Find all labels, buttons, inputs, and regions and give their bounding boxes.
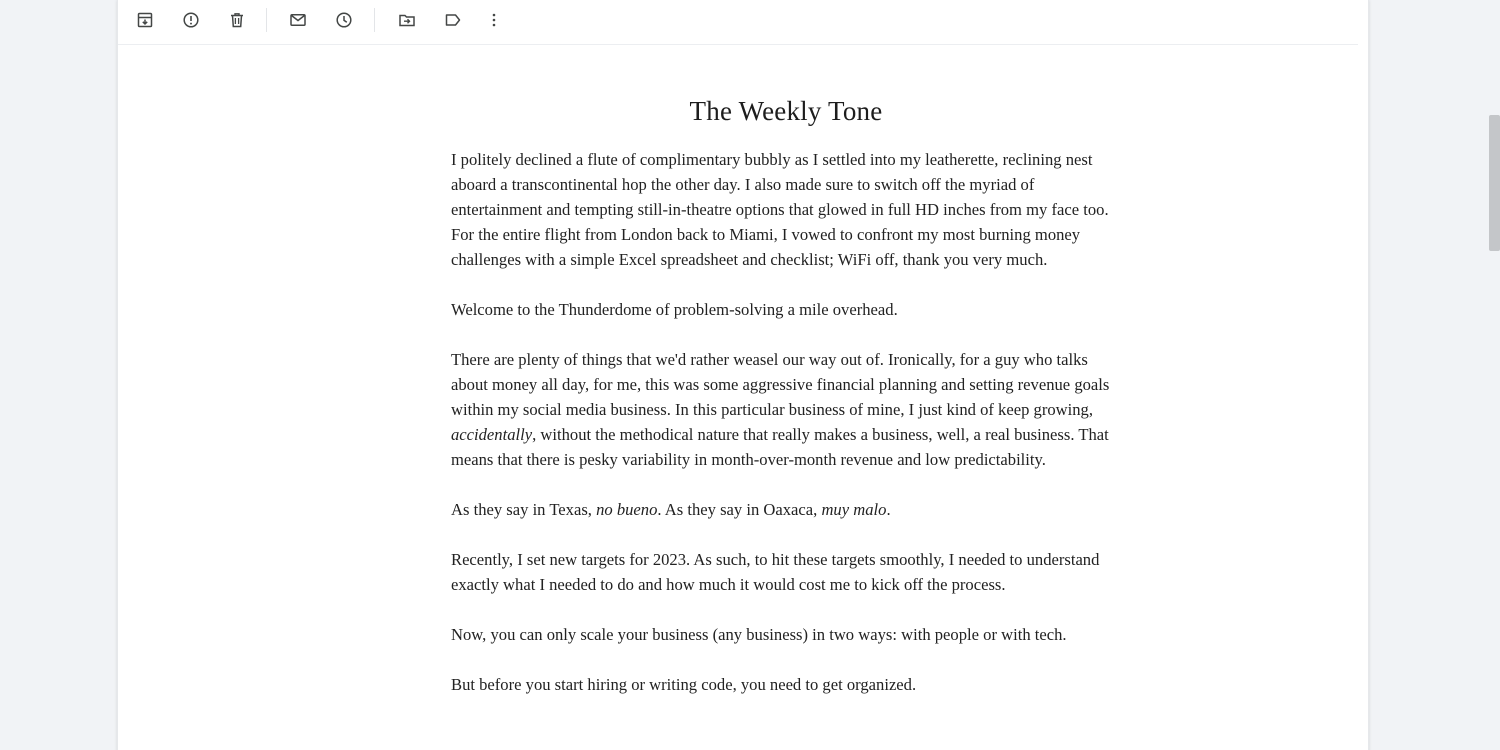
label-icon bbox=[444, 11, 462, 29]
toolbar-divider bbox=[374, 8, 375, 32]
vertical-scrollbar[interactable] bbox=[1488, 0, 1500, 750]
emphasis-text: muy malo bbox=[821, 500, 887, 519]
delete-icon bbox=[228, 11, 246, 29]
text-run: , without the methodical nature that really makes a business, well, a real business. That means that there is pesky variability in month-over-month revenue and low predictability. bbox=[451, 425, 1109, 469]
more-options-icon bbox=[485, 11, 503, 29]
paragraph-5: Recently, I set new targets for 2023. As such, to hit these targets smoothly, I needed to understand exactly what I needed to do and how much it would cost me to kick off the process. bbox=[451, 550, 1100, 594]
snooze-button[interactable] bbox=[331, 7, 357, 33]
toolbar-divider bbox=[266, 8, 267, 32]
delete-button[interactable] bbox=[224, 7, 250, 33]
report-spam-button[interactable] bbox=[178, 7, 204, 33]
mark-unread-icon bbox=[289, 11, 307, 29]
text-run: There are plenty of things that we'd rather weasel our way out of. Ironically, for a guy who talks about money all day, for me, this was some aggressive financial planning and setting revenue goals within my social media business. In this particular business of mine, I just kind of keep growing, bbox=[451, 350, 1110, 419]
text-run: . As they say in Oaxaca, bbox=[657, 500, 822, 519]
more-options-button[interactable] bbox=[481, 7, 507, 33]
report-spam-icon bbox=[182, 11, 200, 29]
email-body bbox=[451, 96, 1121, 722]
mark-unread-button[interactable] bbox=[285, 7, 311, 33]
paragraph-1: I politely declined a flute of complimentary bubbly as I settled into my leatherette, reclining nest aboard a transcontinental hop the other day. I also made sure to switch off the myriad of entertainment and tempting still-in-theatre options that glowed in full HD inches from my face too. For the entire flight from London back to Miami, I vowed to confront my most burning money challenges with a simple Excel spreadsheet and checklist; WiFi off, thank you very much. bbox=[451, 150, 1109, 269]
emphasis-text: no bueno bbox=[596, 500, 658, 519]
paragraph-2: Welcome to the Thunderdome of problem-solving a mile overhead. bbox=[451, 300, 898, 319]
scrollbar-thumb[interactable] bbox=[1489, 115, 1500, 251]
move-to-icon bbox=[398, 11, 416, 29]
paragraph-7: But before you start hiring or writing code, you need to get organized. bbox=[451, 675, 917, 694]
archive-icon bbox=[136, 11, 154, 29]
message-card bbox=[117, 0, 1369, 750]
newsletter-title: The Weekly Tone bbox=[689, 96, 883, 126]
archive-button[interactable] bbox=[132, 7, 158, 33]
snooze-icon bbox=[335, 11, 353, 29]
message-toolbar bbox=[118, 0, 1358, 45]
paragraph-3 bbox=[451, 347, 1121, 472]
paragraph-6: Now, you can only scale your business (any business) in two ways: with people or with tech. bbox=[451, 625, 1067, 644]
emphasis-text: accidentally bbox=[451, 425, 533, 444]
text-run: As they say in Texas, bbox=[451, 500, 597, 519]
text-run: . bbox=[886, 500, 891, 519]
paragraph-4 bbox=[451, 497, 1121, 522]
label-button[interactable] bbox=[440, 7, 466, 33]
move-to-button[interactable] bbox=[394, 7, 420, 33]
